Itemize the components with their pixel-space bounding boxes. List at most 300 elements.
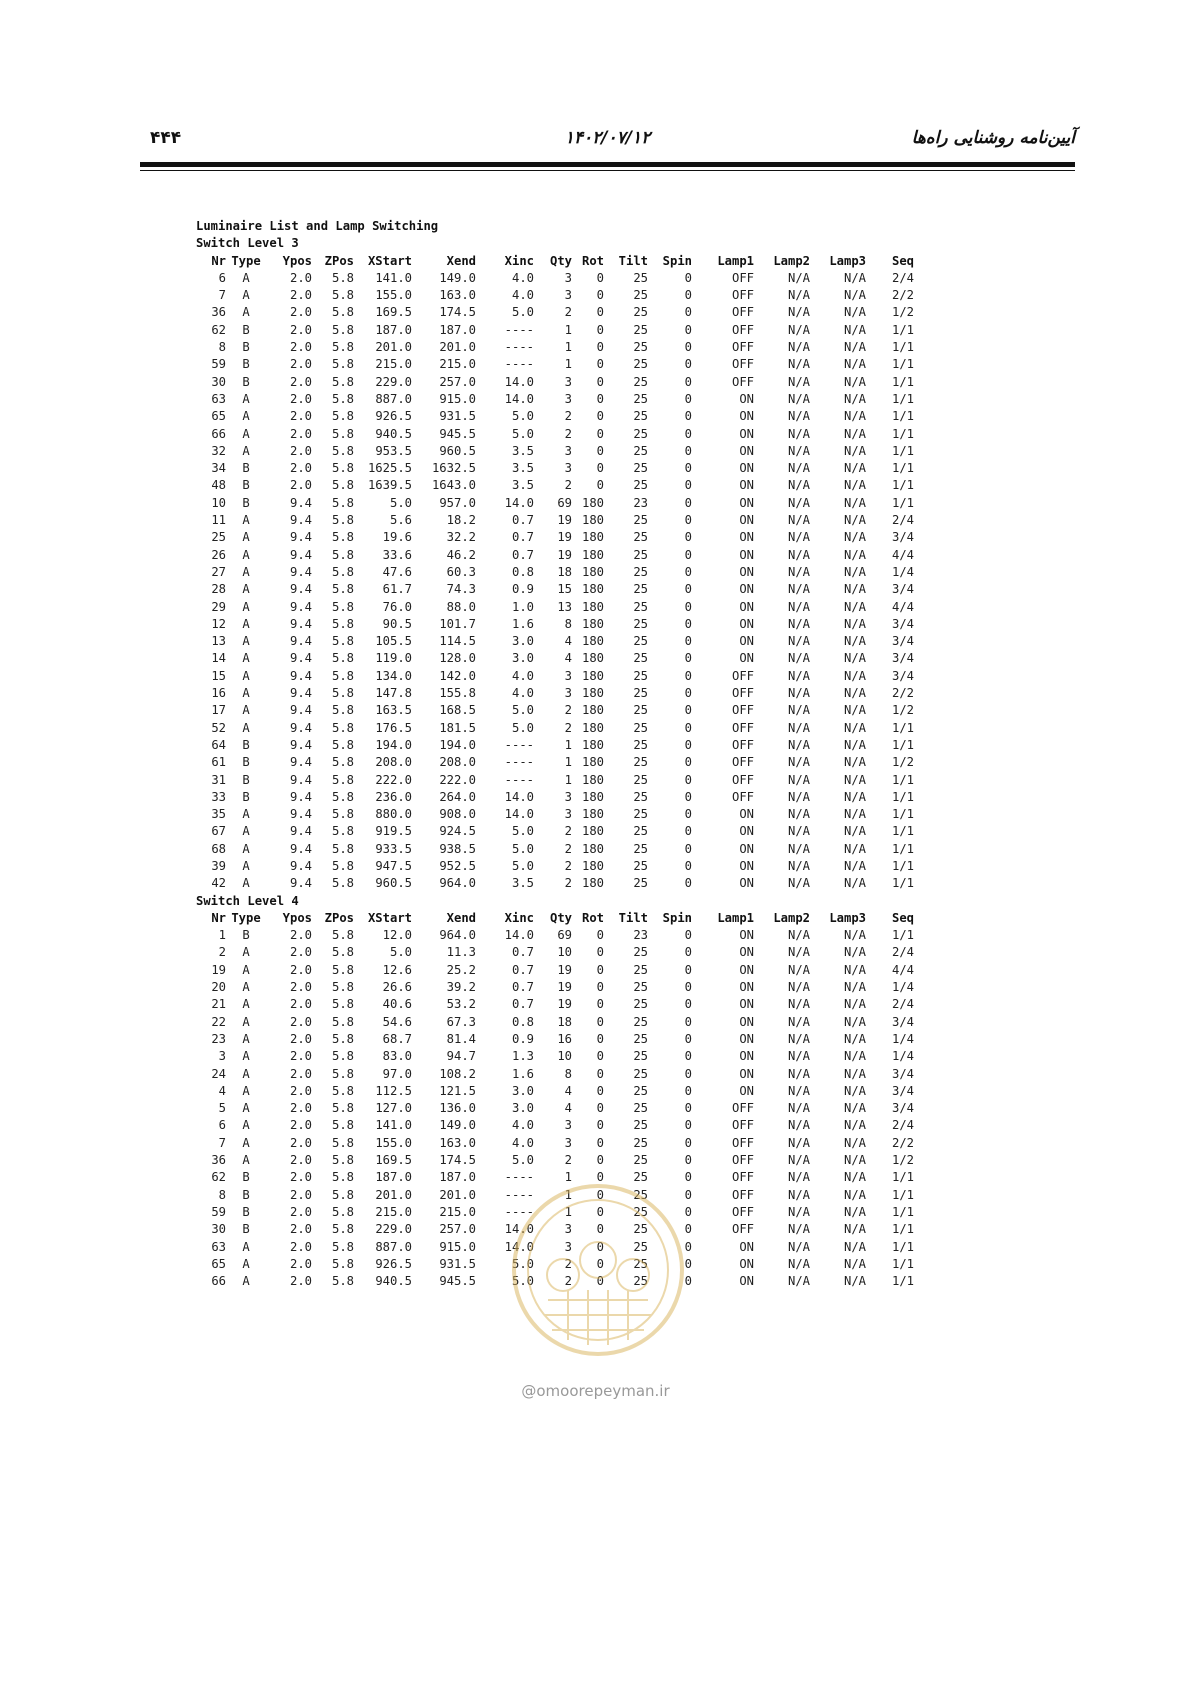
table-cell: 59 (211, 357, 226, 372)
table-cell: 25 (633, 720, 648, 735)
table-cell: 61 (211, 755, 226, 770)
table-cell: 5.0 (511, 703, 534, 718)
table-cell: 40.6 (382, 997, 412, 1012)
table-cell: 1/1 (891, 876, 914, 891)
table-cell: 0 (596, 1187, 604, 1202)
table-cell: 9.4 (289, 686, 312, 701)
table-cell: ON (739, 409, 754, 424)
table-cell: N/A (787, 1066, 810, 1081)
table-cell: A (242, 426, 250, 441)
table-cell: N/A (843, 409, 866, 424)
table-cell: 9.4 (289, 720, 312, 735)
table-cell: 2 (218, 945, 226, 960)
table-cell: 1.6 (511, 616, 534, 631)
table-cell: 0 (684, 288, 692, 303)
table-cell: 180 (581, 772, 604, 787)
table-cell: 5.8 (331, 1118, 354, 1133)
table-cell: A (242, 1135, 250, 1150)
table-cell: 1 (564, 1170, 572, 1185)
table-cell: 25 (633, 530, 648, 545)
table-cell: ON (739, 962, 754, 977)
table-cell: 25 (633, 443, 648, 458)
table-cell: 5.8 (331, 789, 354, 804)
table-cell: 1 (564, 755, 572, 770)
table-cell: A (242, 1014, 250, 1029)
table-cell: 2/2 (891, 686, 914, 701)
table-cell: 25 (633, 1014, 648, 1029)
table-cell: N/A (787, 945, 810, 960)
table-cell: B (242, 1204, 250, 1219)
table-cell: 0 (596, 357, 604, 372)
table-cell: ---- (504, 755, 534, 770)
table-cell: 18 (557, 1014, 572, 1029)
table-cell: 1 (564, 322, 572, 337)
table-cell: N/A (843, 668, 866, 683)
table-cell: 11.3 (446, 945, 476, 960)
table-cell: 908.0 (439, 807, 476, 822)
table-cell: 25 (633, 1204, 648, 1219)
table-cell: N/A (843, 530, 866, 545)
table-cell: 2.0 (289, 1135, 312, 1150)
table-cell: 5.0 (511, 305, 534, 320)
table-cell: N/A (843, 1049, 866, 1064)
table-cell: 5.8 (331, 772, 354, 787)
table-cell: 5.8 (331, 841, 354, 856)
table-cell: 0 (596, 288, 604, 303)
table-cell: 0 (684, 737, 692, 752)
table-cell: 25 (633, 737, 648, 752)
table-cell: 0 (596, 1204, 604, 1219)
column-header: Type (231, 910, 261, 925)
table-cell: N/A (787, 478, 810, 493)
table-cell: 5.8 (331, 997, 354, 1012)
table-row (196, 547, 914, 564)
table-cell: 42 (211, 876, 226, 891)
table-cell: 940.5 (375, 1274, 412, 1289)
table-cell: N/A (787, 530, 810, 545)
table-cell: 25 (633, 1135, 648, 1150)
table-row (196, 789, 914, 806)
table-cell: 1/1 (891, 1274, 914, 1289)
table-cell: N/A (787, 651, 810, 666)
table-cell: 14.0 (504, 495, 534, 510)
table-cell: 194.0 (375, 737, 412, 752)
table-cell: 4 (564, 634, 572, 649)
table-cell: A (242, 824, 250, 839)
table-cell: 4.0 (511, 270, 534, 285)
table-cell: 180 (581, 841, 604, 856)
table-cell: 2.0 (289, 1256, 312, 1271)
table-cell: 5.6 (389, 513, 412, 528)
table-cell: 61.7 (382, 582, 412, 597)
table-cell: 201.0 (439, 1187, 476, 1202)
table-row (196, 460, 914, 477)
table-cell: 4 (564, 1083, 572, 1098)
table-cell: 39 (211, 858, 226, 873)
table-cell: N/A (843, 997, 866, 1012)
table-cell: 65 (211, 1256, 226, 1271)
table-cell: ON (739, 478, 754, 493)
table-cell: 25 (633, 772, 648, 787)
table-cell: ON (739, 1031, 754, 1046)
table-cell: ON (739, 997, 754, 1012)
column-header: XStart (367, 910, 412, 925)
table-cell: 25 (633, 305, 648, 320)
table-cell: 13 (211, 634, 226, 649)
table-cell: 926.5 (375, 409, 412, 424)
table-cell: N/A (843, 1204, 866, 1219)
table-cell: 18 (557, 564, 572, 579)
table-row (196, 841, 914, 858)
table-row (196, 495, 914, 512)
table-cell: 0 (596, 997, 604, 1012)
table-cell: A (242, 1256, 250, 1271)
table-cell: 0 (684, 443, 692, 458)
table-row (196, 823, 914, 840)
table-cell: 141.0 (375, 270, 412, 285)
document-title: آیین‌نامه روشنایی راه‌ها (911, 128, 1075, 148)
table-cell: N/A (843, 1170, 866, 1185)
table-cell: 229.0 (375, 374, 412, 389)
table-cell: 25 (633, 945, 648, 960)
table-cell: 1/2 (891, 703, 914, 718)
table-cell: ---- (504, 737, 534, 752)
table-cell: 215.0 (439, 1204, 476, 1219)
table-cell: 1/4 (891, 1031, 914, 1046)
table-cell: 0 (684, 1170, 692, 1185)
table-cell: 3 (564, 668, 572, 683)
table-cell: A (242, 530, 250, 545)
column-header: Type (231, 253, 261, 268)
table-cell: 7 (218, 288, 226, 303)
table-cell: N/A (843, 322, 866, 337)
table-cell: 66 (211, 426, 226, 441)
report-title: Luminaire List and Lamp Switching (196, 219, 439, 233)
table-cell: 215.0 (375, 357, 412, 372)
table-cell: 88.0 (446, 599, 476, 614)
table-cell: ON (739, 564, 754, 579)
table-cell: 180 (581, 495, 604, 510)
table-cell: 0 (684, 841, 692, 856)
table-cell: 0.8 (511, 564, 534, 579)
table-cell: 960.5 (375, 876, 412, 891)
table-cell: 69 (557, 495, 572, 510)
table-cell: 48 (211, 478, 226, 493)
table-cell: N/A (843, 772, 866, 787)
table-cell: 1/1 (891, 443, 914, 458)
table-cell: N/A (787, 391, 810, 406)
column-header: Seq (891, 253, 914, 268)
table-cell: 5.0 (389, 495, 412, 510)
table-cell: 0 (596, 443, 604, 458)
table-cell: 0 (596, 340, 604, 355)
table-cell: B (242, 357, 250, 372)
table-cell: 4.0 (511, 1135, 534, 1150)
table-cell: OFF (731, 1187, 754, 1202)
table-cell: 8 (218, 340, 226, 355)
table-cell: 0 (684, 530, 692, 545)
table-cell: 14.0 (504, 928, 534, 943)
table-cell: N/A (843, 789, 866, 804)
table-cell: 201.0 (375, 340, 412, 355)
table-cell: 180 (581, 513, 604, 528)
table-row (196, 720, 914, 737)
table-cell: 0 (596, 1118, 604, 1133)
table-cell: 26 (211, 547, 226, 562)
table-cell: 187.0 (439, 1170, 476, 1185)
table-cell: 1 (564, 357, 572, 372)
table-cell: 180 (581, 755, 604, 770)
table-cell: 0 (596, 426, 604, 441)
table-cell: 32 (211, 443, 226, 458)
table-cell: N/A (843, 1101, 866, 1116)
table-cell: 25 (633, 582, 648, 597)
table-cell: 25 (633, 807, 648, 822)
table-cell: 2.0 (289, 322, 312, 337)
column-header: Xend (446, 910, 476, 925)
table-cell: A (242, 1153, 250, 1168)
table-cell: 76.0 (382, 599, 412, 614)
table-cell: 25 (633, 478, 648, 493)
table-cell: 21 (211, 997, 226, 1012)
table-cell: 25 (211, 530, 226, 545)
table-cell: 25 (633, 703, 648, 718)
table-cell: N/A (787, 1256, 810, 1271)
table-cell: 5.8 (331, 1256, 354, 1271)
table-row (196, 979, 914, 996)
table-cell: A (242, 564, 250, 579)
table-cell: 1/1 (891, 461, 914, 476)
table-cell: 9.4 (289, 703, 312, 718)
table-cell: 2.0 (289, 478, 312, 493)
table-cell: ON (739, 530, 754, 545)
table-row (196, 374, 914, 391)
table-row (196, 927, 914, 944)
table-cell: N/A (843, 1014, 866, 1029)
table-cell: 938.5 (439, 841, 476, 856)
table-cell: 3.5 (511, 443, 534, 458)
table-cell: 9.4 (289, 634, 312, 649)
table-cell: OFF (731, 1153, 754, 1168)
table-cell: 9.4 (289, 876, 312, 891)
table-cell: 2 (564, 1274, 572, 1289)
table-cell: 0 (684, 1222, 692, 1237)
table-cell: B (242, 1222, 250, 1237)
table-cell: OFF (731, 305, 754, 320)
table-cell: 5.8 (331, 1204, 354, 1219)
table-cell: 0 (684, 1049, 692, 1064)
table-cell: N/A (787, 564, 810, 579)
table-cell: 0 (684, 495, 692, 510)
table-cell: 3/4 (891, 616, 914, 631)
table-cell: OFF (731, 755, 754, 770)
table-cell: ON (739, 616, 754, 631)
table-cell: 933.5 (375, 841, 412, 856)
table-cell: 5.8 (331, 634, 354, 649)
table-cell: 2 (564, 720, 572, 735)
column-header: Qty (549, 910, 572, 925)
table-cell: 0 (684, 478, 692, 493)
table-cell: 0 (684, 1204, 692, 1219)
table-cell: 1/1 (891, 789, 914, 804)
table-cell: 25 (633, 1031, 648, 1046)
table-cell: OFF (731, 789, 754, 804)
table-cell: 2.0 (289, 1083, 312, 1098)
table-cell: 180 (581, 616, 604, 631)
table-cell: 1/1 (891, 340, 914, 355)
table-cell: ON (739, 1256, 754, 1271)
table-cell: 0 (684, 634, 692, 649)
table-cell: 9.4 (289, 807, 312, 822)
table-cell: 180 (581, 547, 604, 562)
table-cell: 5.8 (331, 1066, 354, 1081)
table-cell: A (242, 1031, 250, 1046)
table-cell: N/A (787, 858, 810, 873)
table-row (196, 858, 914, 875)
table-cell: N/A (787, 686, 810, 701)
table-cell: 25 (633, 270, 648, 285)
table-cell: 236.0 (375, 789, 412, 804)
table-cell: N/A (787, 513, 810, 528)
table-cell: ---- (504, 357, 534, 372)
table-cell: 180 (581, 651, 604, 666)
table-cell: 2.0 (289, 391, 312, 406)
table-cell: 54.6 (382, 1014, 412, 1029)
table-cell: 25 (633, 841, 648, 856)
table-cell: 2.0 (289, 1239, 312, 1254)
table-cell: N/A (787, 668, 810, 683)
table-cell: 4 (564, 651, 572, 666)
table-cell: 1643.0 (431, 478, 476, 493)
table-cell: 25 (633, 858, 648, 873)
table-cell: A (242, 1118, 250, 1133)
table-cell: ON (739, 841, 754, 856)
table-cell: ON (739, 1066, 754, 1081)
table-cell: 5.8 (331, 357, 354, 372)
table-cell: N/A (843, 824, 866, 839)
column-header: Lamp1 (717, 253, 754, 268)
table-row (196, 477, 914, 494)
table-row (196, 1100, 914, 1117)
table-cell: 47.6 (382, 564, 412, 579)
table-cell: 25 (633, 686, 648, 701)
table-cell: 0 (684, 322, 692, 337)
table-cell: ---- (504, 340, 534, 355)
table-cell: 4.0 (511, 668, 534, 683)
table-cell: 174.5 (439, 1153, 476, 1168)
table-cell: 19 (557, 980, 572, 995)
table-cell: 19 (557, 513, 572, 528)
table-cell: 5.8 (331, 1049, 354, 1064)
table-cell: OFF (731, 1135, 754, 1150)
table-cell: 0 (684, 340, 692, 355)
table-cell: 9.4 (289, 564, 312, 579)
table-cell: 229.0 (375, 1222, 412, 1237)
table-cell: N/A (787, 876, 810, 891)
table-cell: N/A (843, 1135, 866, 1150)
table-cell: 0 (596, 391, 604, 406)
table-cell: 0 (596, 305, 604, 320)
table-cell: 3 (564, 443, 572, 458)
table-cell: N/A (787, 288, 810, 303)
column-header: Spin (662, 253, 692, 268)
table-cell: 8 (564, 616, 572, 631)
table-cell: 19.6 (382, 530, 412, 545)
table-cell: 1.6 (511, 1066, 534, 1081)
table-cell: ON (739, 807, 754, 822)
table-cell: 180 (581, 737, 604, 752)
table-cell: N/A (843, 513, 866, 528)
table-cell: A (242, 858, 250, 873)
table-cell: ON (739, 513, 754, 528)
table-cell: OFF (731, 1101, 754, 1116)
table-cell: 180 (581, 858, 604, 873)
table-cell: 222.0 (375, 772, 412, 787)
table-cell: 25 (633, 409, 648, 424)
table-cell: 12.0 (382, 928, 412, 943)
table-cell: 121.5 (439, 1083, 476, 1098)
table-row (196, 737, 914, 754)
table-cell: 2.0 (289, 305, 312, 320)
table-cell: OFF (731, 1204, 754, 1219)
table-cell: 5.8 (331, 340, 354, 355)
table-cell: 180 (581, 634, 604, 649)
table-cell: A (242, 270, 250, 285)
table-row (196, 806, 914, 823)
table-cell: N/A (787, 789, 810, 804)
table-cell: 201.0 (439, 340, 476, 355)
table-cell: 1/1 (891, 737, 914, 752)
table-cell: N/A (843, 1031, 866, 1046)
table-cell: 5.8 (331, 288, 354, 303)
table-cell: 30 (211, 374, 226, 389)
table-cell: N/A (843, 1274, 866, 1289)
table-cell: 1/2 (891, 1153, 914, 1168)
table-cell: 2/2 (891, 1135, 914, 1150)
table-cell: 3/4 (891, 668, 914, 683)
table-cell: 0 (596, 270, 604, 285)
table-cell: 3 (564, 789, 572, 804)
table-cell: ON (739, 1239, 754, 1254)
table-cell: 23 (633, 928, 648, 943)
table-cell: 0 (596, 945, 604, 960)
table-cell: B (242, 1187, 250, 1202)
table-cell: 3 (564, 1222, 572, 1237)
table-cell: A (242, 997, 250, 1012)
table-cell: N/A (843, 374, 866, 389)
table-cell: N/A (843, 461, 866, 476)
table-cell: 16 (211, 686, 226, 701)
table-cell: 67 (211, 824, 226, 839)
table-cell: 5.8 (331, 461, 354, 476)
table-cell: 0.8 (511, 1014, 534, 1029)
table-cell: 3/4 (891, 1066, 914, 1081)
table-cell: 1/1 (891, 928, 914, 943)
table-cell: 931.5 (439, 1256, 476, 1271)
table-cell: 2/4 (891, 997, 914, 1012)
column-header: Nr (211, 253, 226, 268)
table-cell: 16 (557, 1031, 572, 1046)
table-cell: N/A (843, 841, 866, 856)
table-cell: 5.8 (331, 755, 354, 770)
table-cell: B (242, 772, 250, 787)
table-cell: B (242, 737, 250, 752)
table-cell: 25 (633, 997, 648, 1012)
table-cell: 5.8 (331, 1014, 354, 1029)
table-cell: 3/4 (891, 530, 914, 545)
table-cell: 19 (557, 530, 572, 545)
column-header: Lamp3 (829, 910, 866, 925)
